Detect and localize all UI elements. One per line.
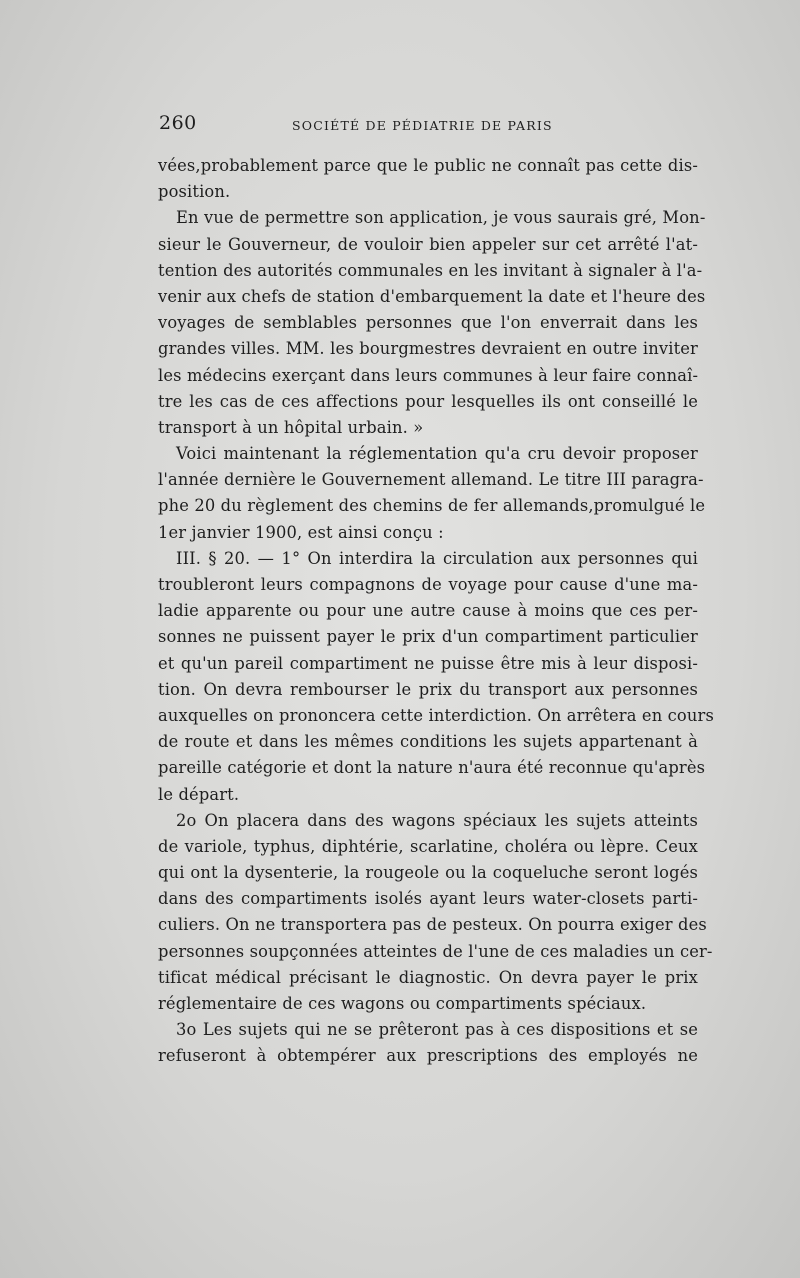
- text-line: l'année dernière le Gouvernement allemand. Le titre III paragra-: [158, 470, 704, 490]
- text-line: les médecins exerçant dans leurs communes à leur faire connaî-: [158, 365, 699, 385]
- page-number: 260: [159, 112, 197, 134]
- text-line: grandes villes. MM. les bourgmestres devraient en outre inviter: [158, 339, 698, 359]
- text-line: dans des compartiments isolés ayant leurs water-closets parti-: [158, 889, 698, 909]
- running-head: SOCIÉTÉ DE PÉDIATRIE DE PARIS: [292, 118, 553, 133]
- text-line: Voici maintenant la réglementation qu'a cru devoir proposer: [176, 444, 698, 464]
- text-line: personnes soupçonnées atteintes de l'une de ces maladies un cer-: [158, 941, 713, 961]
- text-line: sieur le Gouverneur, de vouloir bien appeler sur cet arrêté l'at-: [158, 234, 698, 254]
- text-line: sonnes ne puissent payer le prix d'un compartiment particulier: [158, 627, 698, 647]
- text-line: phe 20 du règlement des chemins de fer allemands,promulgué le: [158, 496, 706, 516]
- text-line: de route et dans les mêmes conditions les sujets appartenant à: [158, 732, 698, 752]
- text-line: troubleront leurs compagnons de voyage pour cause d'une ma-: [158, 575, 698, 594]
- text-line: transport à un hôpital urbain. »: [158, 417, 424, 437]
- page-header: [0, 112, 800, 142]
- text-line: position.: [158, 182, 231, 202]
- text-line: de variole, typhus, diphtérie, scarlatine, choléra ou lèpre. Ceux: [158, 836, 698, 856]
- text-line: ladie apparente ou pour une autre cause à moins que ces per-: [158, 601, 698, 621]
- text-line: auxquelles on prononcera cette interdiction. On arrêtera en cours: [158, 705, 714, 725]
- text-line: tention des autorités communales en les invitant à signaler à l'a-: [158, 260, 703, 280]
- text-line: qui ont la dysenterie, la rougeole ou la coqueluche seront logés: [158, 863, 698, 883]
- text-line: III. § 20. — 1° On interdira la circulation aux personnes qui: [176, 548, 698, 568]
- text-line: 2o On placera dans des wagons spéciaux les sujets atteints: [176, 810, 698, 830]
- text-line: 1er janvier 1900, est ainsi conçu :: [158, 522, 444, 542]
- text-line: réglementaire de ces wagons ou compartiments spéciaux.: [158, 994, 647, 1013]
- text-line: voyages de semblables personnes que l'on enverrait dans les: [158, 313, 698, 333]
- text-line: pareille catégorie et dont la nature n'aura été reconnue qu'après: [158, 758, 706, 778]
- text-line: tion. On devra rembourser le prix du transport aux personnes: [158, 679, 698, 699]
- text-line: tre les cas de ces affections pour lesquelles ils ont conseillé le: [158, 391, 698, 411]
- body-text: [158, 153, 714, 1070]
- text-line: 3o Les sujets qui ne se prêteront pas à ces dispositions et se: [176, 1020, 698, 1040]
- text-line: vées,probablement parce que le public ne connaît pas cette dis-: [158, 156, 698, 175]
- text-line: et qu'un pareil compartiment ne puisse être mis à leur disposi-: [158, 653, 698, 673]
- text-line: refuseront à obtempérer aux prescriptions des employés ne: [158, 1046, 698, 1066]
- text-line: En vue de permettre son application, je vous saurais gré, Mon-: [176, 208, 706, 228]
- text-line: le départ.: [158, 784, 240, 804]
- text-line: tificat médical précisant le diagnostic. On devra payer le prix: [158, 967, 698, 987]
- text-line: culiers. On ne transportera pas de pesteux. On pourra exiger des: [158, 915, 707, 935]
- text-line: venir aux chefs de station d'embarquement la date et l'heure des: [158, 286, 706, 306]
